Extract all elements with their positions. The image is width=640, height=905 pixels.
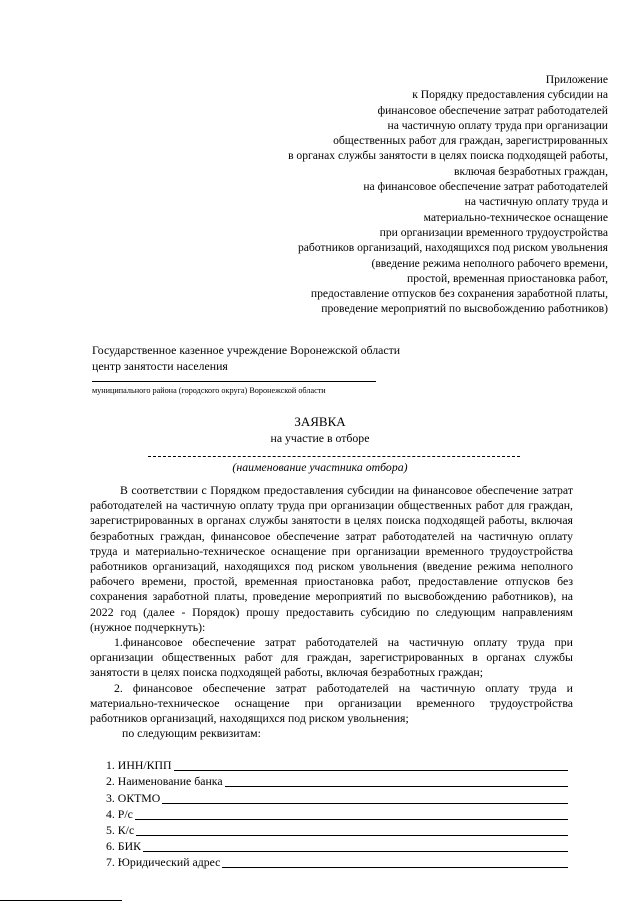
requisite-label: 3. ОКТМО [106, 790, 161, 805]
appendix-line: финансовое обеспечение затрат работодателей [377, 103, 608, 117]
organization-caption: муниципального района (городского округа) Воронежской области [92, 386, 326, 395]
requisite-fill-line [222, 867, 568, 868]
appendix-line: на финансовое обеспечение затрат работодателей [363, 180, 608, 194]
organization-name: Государственное казенное учреждение Воронежской области [92, 343, 401, 357]
appendix-line: Приложение [545, 73, 608, 86]
appendix-line: простой, временная приостановка работ, [407, 271, 608, 285]
requisite-fill-line [162, 803, 568, 804]
requisite-label: 7. Юридический адрес [106, 855, 221, 870]
requisite-fill-line [136, 835, 568, 836]
appendix-line: при организации временного трудоустройства [379, 225, 608, 239]
participant-name-line [148, 456, 520, 457]
requisite-field [106, 854, 568, 870]
intro-paragraph: В соответствии с Порядком предоставления субсидии на финансовое обеспечение затрат работодателей на частичную оплату труда при организации общественных работ для граждан, зарегистрированных в органах службы занятости в целях поиска подходящей работы, включая безработных граждан, финансовое обеспечение затрат работодателей на частичную оплату труда и материально-техническое оснащение при организации временного трудоустройства работников организаций, находящихся под риском увольнения (введение режима неполного рабочего времени, простой, временная приостановка работ, предоставление отпусков без сохранения заработной платы, проведение мероприятий по высвобождению работников), на 2022 год (далее - Порядок) прошу предоставить субсидию по следующим направлениям (нужное подчеркнуть): [90, 483, 573, 634]
requisites-intro: по следующим реквизитам: [122, 726, 261, 741]
requisite-field [106, 822, 568, 838]
direction-2-paragraph: 2. финансовое обеспечение затрат работодателей на частичную оплату труда и материально-техническое оснащение при организации временного трудоустройства работников организаций, находящихся под риском увольнения; [90, 680, 573, 726]
direction-1-paragraph: 1.финансовое обеспечение затрат работодателей на частичную оплату труда при организации общественных работ для граждан, зарегистрированных в органах службы занятости в целях поиска подходящей работы, включая безработных граждан; [90, 635, 573, 680]
requisite-field [106, 773, 568, 789]
appendix-line: (введение режима неполного рабочего времени, [371, 256, 608, 270]
footnote-separator [0, 900, 122, 901]
appendix-line: включая безработных граждан, [453, 164, 608, 178]
appendix-header [188, 72, 608, 317]
requisite-fill-line [225, 786, 568, 787]
participant-caption: (наименование участника отбора) [232, 460, 408, 474]
requisite-fill-line [174, 770, 568, 771]
requisite-field [106, 789, 568, 805]
appendix-line: на частичную оплату труда при организации [387, 118, 608, 132]
requisite-label: 2. Наименование банка [106, 774, 223, 789]
requisite-label: 1. ИНН/КПП [106, 758, 172, 773]
appendix-line: к Порядку предоставления субсидии на [412, 88, 608, 102]
appendix-line: на частичную оплату труда и [464, 195, 608, 209]
appendix-line: проведение мероприятий по высвобождению работников) [321, 302, 608, 316]
appendix-line: работников организаций, находящихся под риском увольнения [297, 241, 608, 255]
requisite-field [106, 806, 568, 822]
appendix-line: материально-техническое оснащение [423, 210, 608, 224]
organization-block [92, 342, 400, 374]
appendix-line: общественных работ для граждан, зарегистрированных [333, 134, 608, 148]
organization-name-continued: центр занятости населения [92, 359, 228, 373]
appendix-line: в органах службы занятости в целях поиска подходящей работы, [288, 149, 608, 163]
requisite-fill-line [135, 819, 568, 820]
requisite-label: 6. БИК [106, 839, 141, 854]
appendix-line: предоставление отпусков без сохранения заработной платы, [310, 287, 608, 301]
requisite-field [106, 757, 568, 773]
requisite-label: 5. К/с [106, 822, 135, 837]
application-body [90, 483, 573, 741]
requisites-list [106, 757, 568, 870]
document-title: ЗАЯВКА [294, 414, 346, 429]
document-subtitle: на участие в отборе [270, 431, 370, 445]
requisite-label: 4. Р/с [106, 806, 133, 821]
requisite-fill-line [143, 851, 568, 852]
organization-underline [92, 381, 376, 382]
requisite-field [106, 838, 568, 854]
